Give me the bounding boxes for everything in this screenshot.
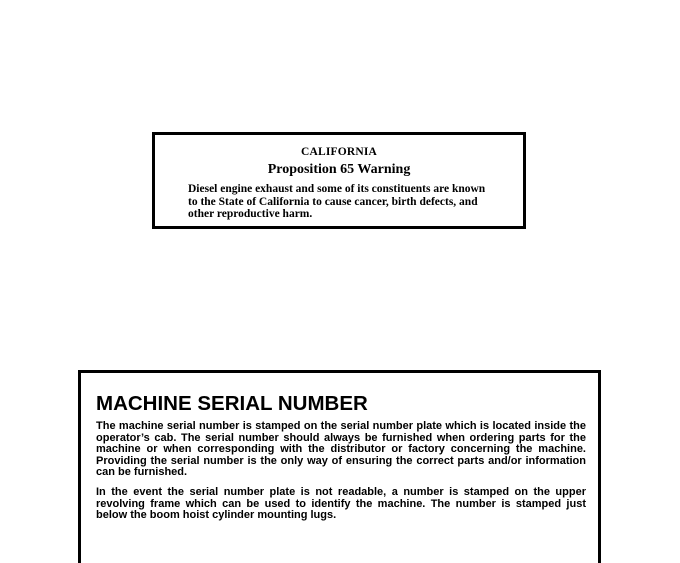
warning-line: to the State of California to cause cancer, birth defects, and (188, 195, 478, 208)
serial-number-section (78, 370, 601, 563)
warning-state-label: CALIFORNIA (300, 146, 378, 158)
serial-paragraph-plate: The machine serial number is stamped on the serial number plate which is located inside the operator’s cab. The serial number should always be furnished when ordering parts for the machine or when corresponding with the distributor or factory concerning the machine. Providing the serial number is the only way of ensuring the correct parts and/or information can be furnished. (96, 420, 586, 479)
warning-line: other reproductive harm. (188, 208, 313, 220)
warning-title: Proposition 65 Warning (267, 162, 411, 177)
warning-body (188, 183, 498, 221)
serial-paragraph-frame: In the event the serial number plate is not readable, a number is stamped on the upper revolving frame which can be used to identify the machine. The number is stamped just below the boom hoist cylinder mounting lugs. (96, 486, 586, 522)
prop65-warning-box (152, 132, 526, 229)
warning-line: Diesel engine exhaust and some of its constituents are known (188, 183, 486, 195)
section-title: MACHINE SERIAL NUMBER (96, 392, 368, 415)
